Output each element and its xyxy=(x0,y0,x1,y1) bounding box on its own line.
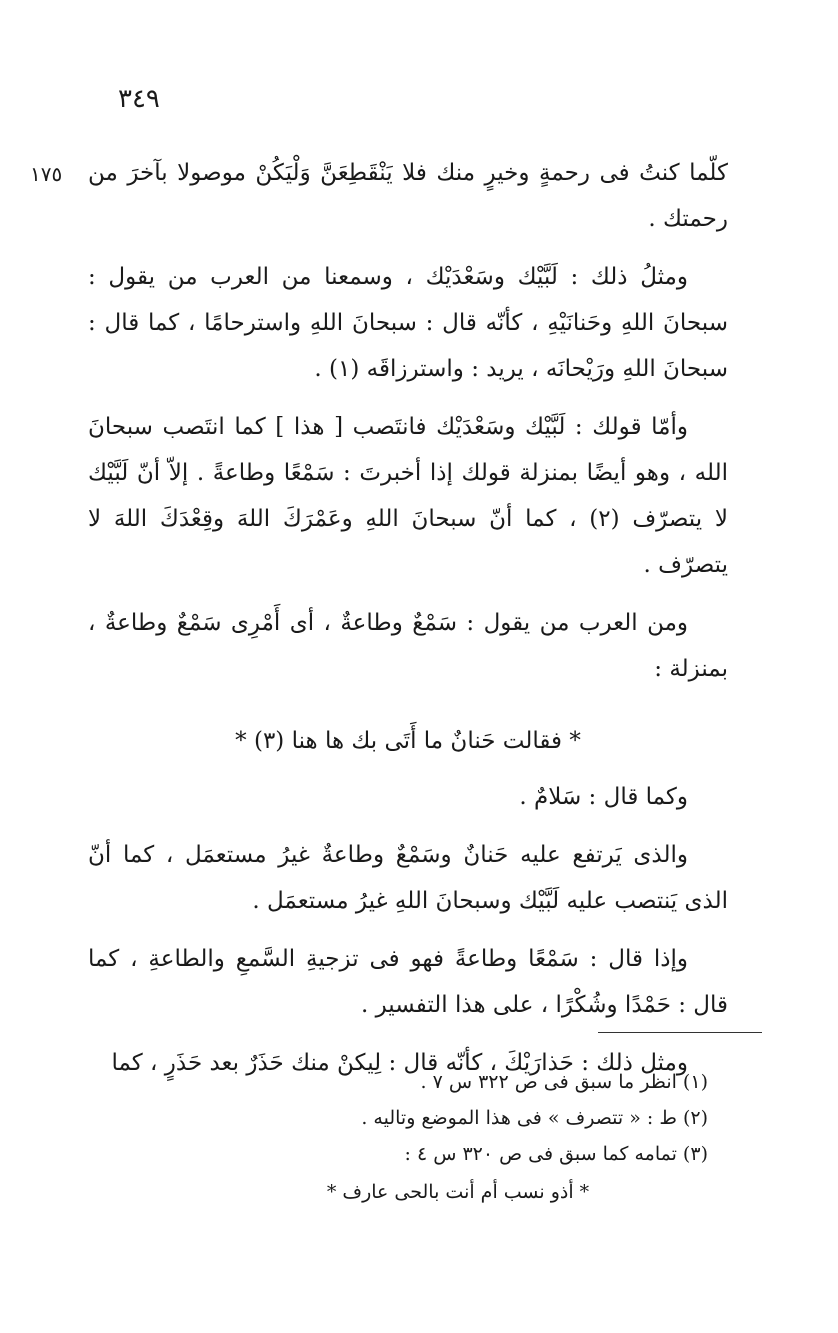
paragraph-7: وإذا قال : سَمْعًا وطاعةً فهو فى تزجيةِ السَّمعِ والطاعةِ ، كما قال : حَمْدًا وشُكْرًا ، على هذا التفسير . xyxy=(88,946,728,1018)
footnote-verse: * أذو نسب أم أنت بالحى عارف * xyxy=(326,1181,590,1203)
paragraph-8: ومثل ذلك : حَذارَيْكَ ، كأنّه قال : لِيكنْ منك حَذَرٌ بعد حَذَرٍ ، كما xyxy=(111,1050,688,1076)
margin-line-number: ١٧٥ xyxy=(30,162,63,186)
paragraph-3: وأمّا قولك : لَبَّيْك وسَعْدَيْك فانتَصب [ هذا ] كما انتَصب سبحانَ الله ، وهو أيضًا بمنزلة قولك إذا أخبرتَ : سَمْعًا وطاعةً . إلاّ أنّ لَبَّيْك لا يتصرّف (٢) ، كما أنّ سبحانَ اللهِ وعَمْرَكَ اللهَ وقِعْدَكَ اللهَ لا يتصرّف . xyxy=(88,414,728,578)
footnote-3: (٣) تمامه كما سبق فى ص ٣٢٠ س ٤ : xyxy=(404,1143,708,1165)
footnote-divider xyxy=(598,1032,762,1033)
paragraph-1: كلّما كنتُ فى رحمةٍ وخيرٍ منك فلا يَنْقَطِعَنَّ وَلْيَكُنْ موصولا بآخرَ من رحمتك . xyxy=(88,160,728,232)
verse-line: * فقالت حَنانٌ ما أَتَى بك ها هنا (٣) * xyxy=(235,728,581,754)
footnotes xyxy=(88,1066,708,1208)
main-text xyxy=(88,150,728,1098)
paragraph-5: وكما قال : سَلامٌ . xyxy=(519,784,688,810)
footnote-2: (٢) ط : « تتصرف » فى هذا الموضع وتاليه . xyxy=(361,1107,708,1129)
page-number: ٣٤٩ xyxy=(118,84,160,114)
paragraph-6: والذى يَرتفع عليه حَنانٌ وسَمْعٌ وطاعةٌ غيرُ مستعمَل ، كما أنّ الذى يَنتصب عليه لَبَّيْك وسبحانَ اللهِ غيرُ مستعمَل . xyxy=(88,842,728,914)
footnote-1: (١) انظر ما سبق فى ص ٣٢٢ س ٧ . xyxy=(420,1071,708,1093)
paragraph-2: ومثلُ ذلك : لَبَّيْك وسَعْدَيْك ، وسمعنا من العرب من يقول : سبحانَ اللهِ وحَنانَيْهِ ، كأنّه قال : سبحانَ اللهِ واسترحامًا ، كما قال : سبحانَ اللهِ ورَيْحانَه ، يريد : واسترزاقَه (١) . xyxy=(88,264,728,382)
paragraph-4: ومن العرب من يقول : سَمْعٌ وطاعةٌ ، أى أَمْرِى سَمْعٌ وطاعةٌ ، بمنزلة : xyxy=(88,610,728,682)
